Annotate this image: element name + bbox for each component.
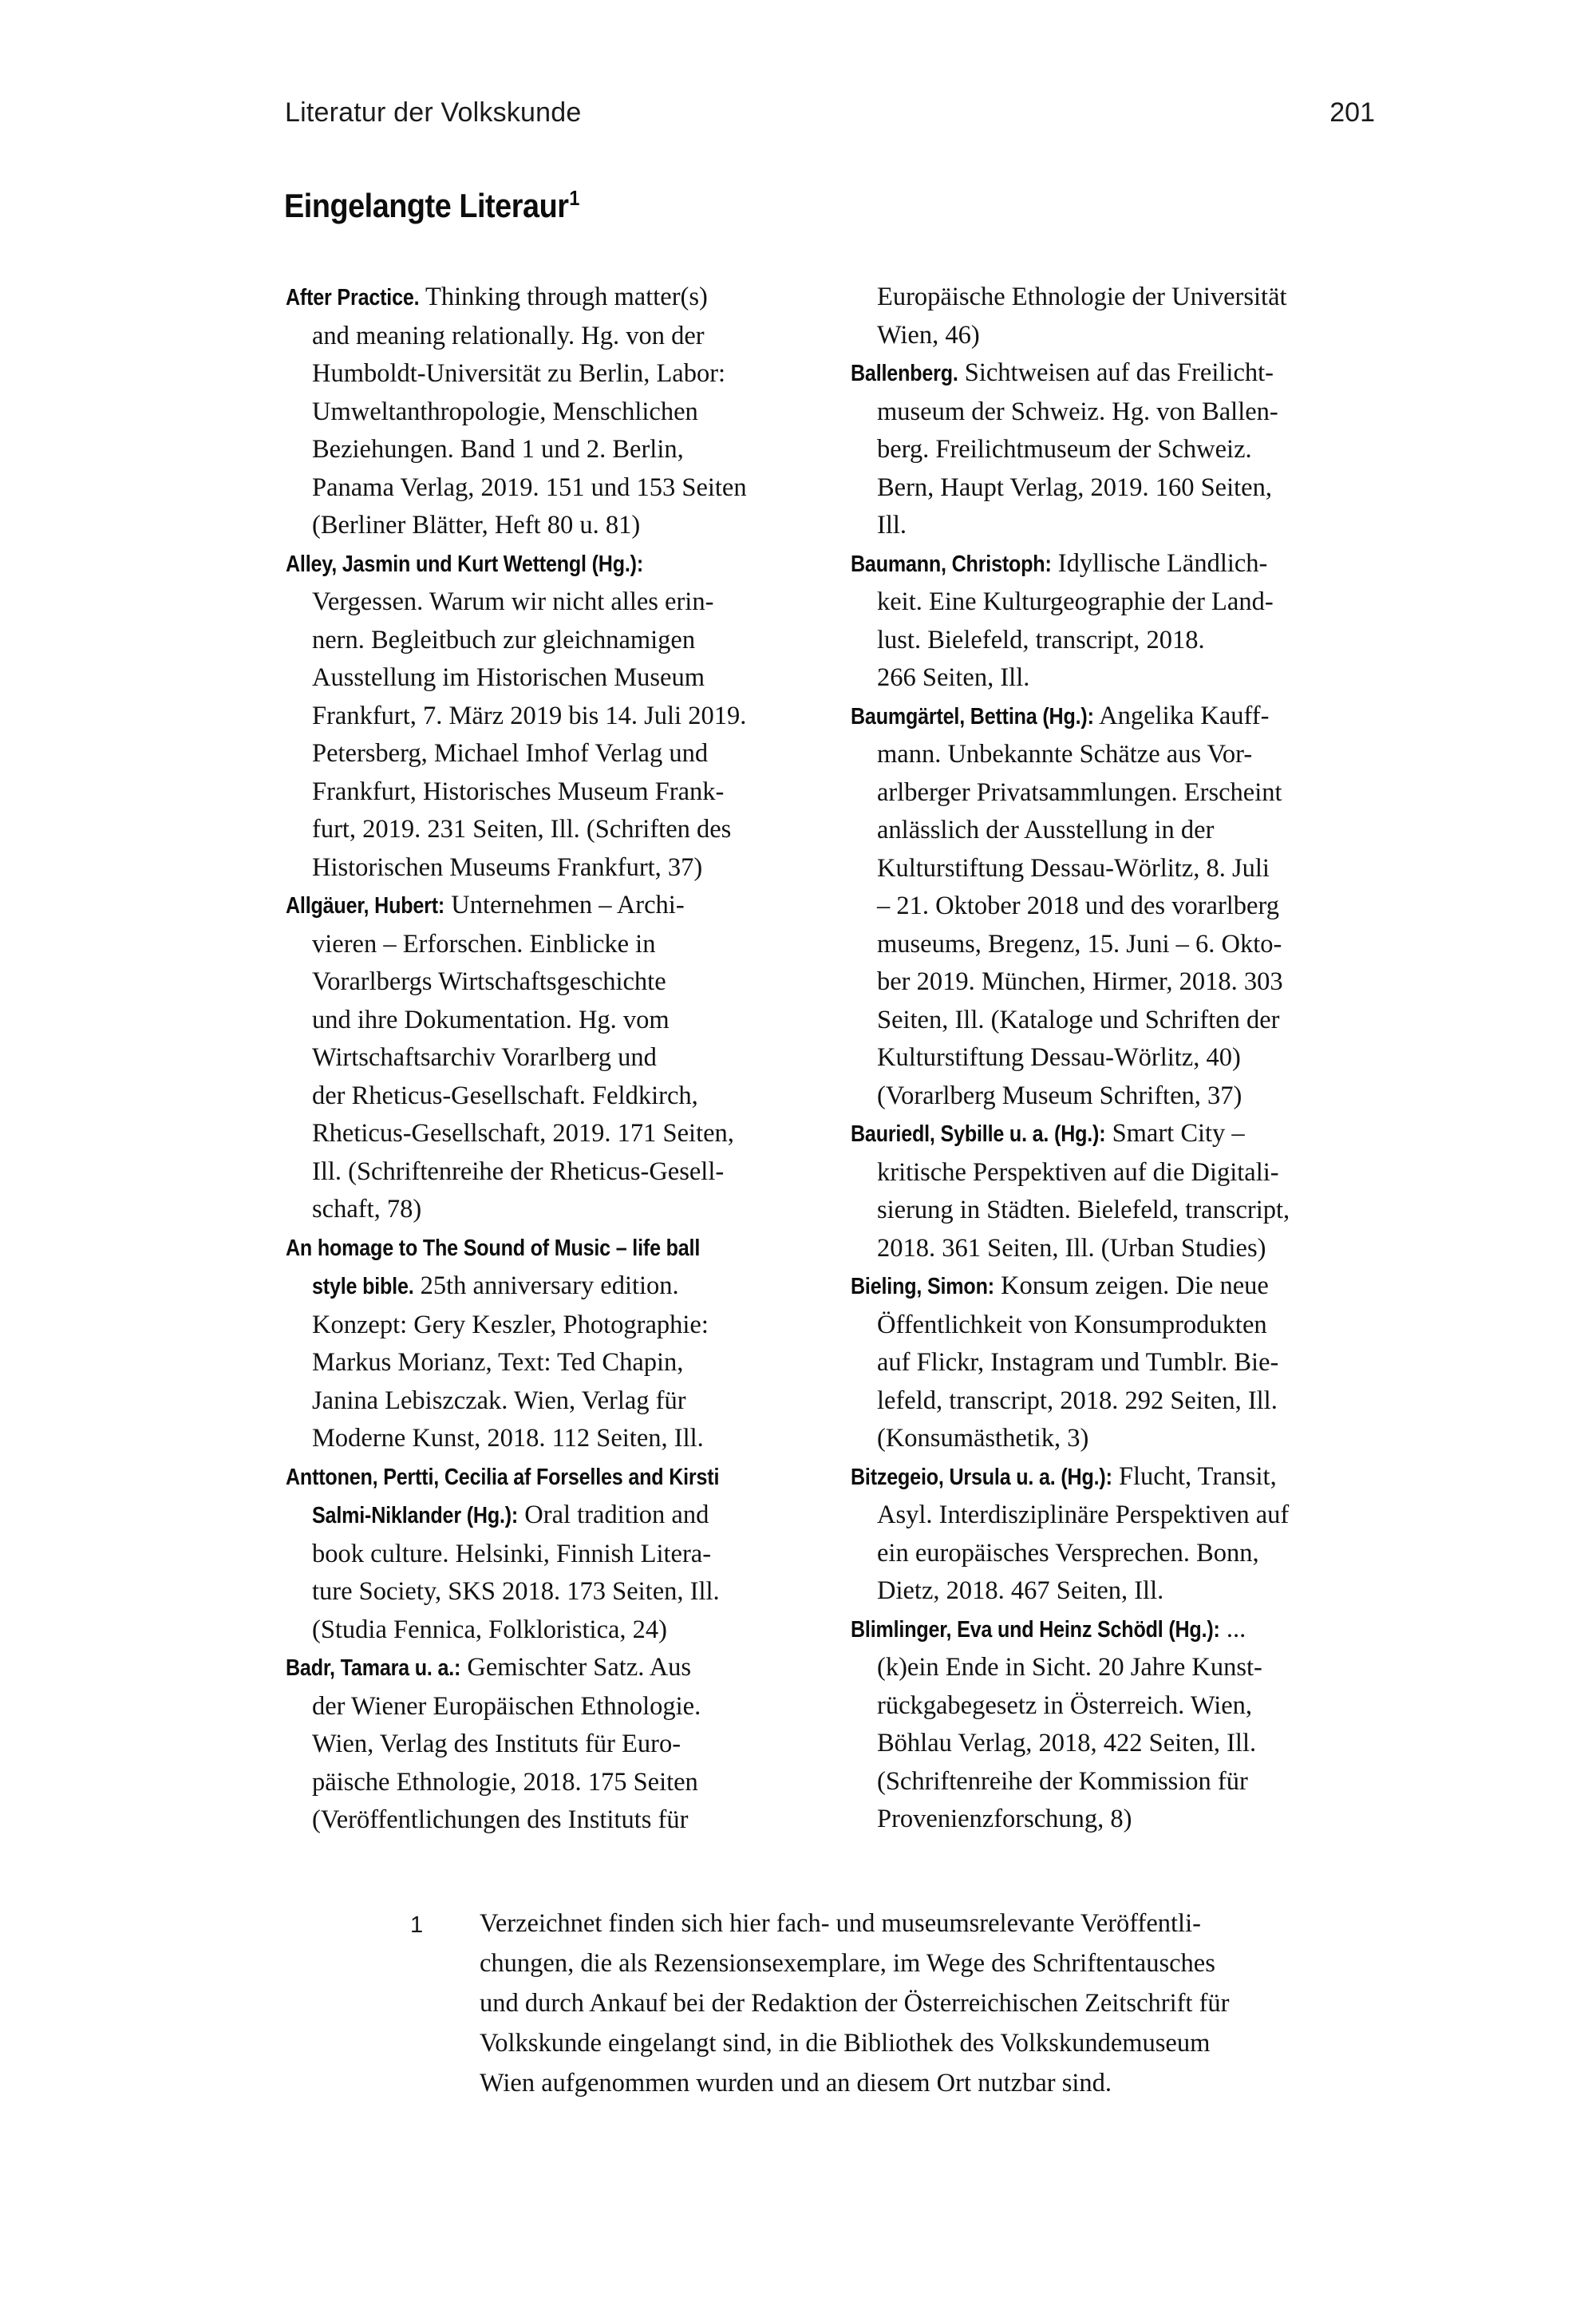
entry-line: auf Flickr, Instagram und Tumblr. Bie- [877,1348,1279,1377]
page-title [284,187,579,225]
entry-line: schaft, 78) [312,1195,422,1224]
entry-line: Badr, Tamara u. a.: Gemischter Satz. Aus [286,1649,808,1688]
entry-author-label: Baumann, Christoph: [851,551,1052,577]
entry-line [286,1458,808,1497]
entry-line: der Wiener Europäischen Ethnologie. [312,1691,701,1721]
entry-line: Bieling, Simon: Konsum zeigen. Die neue [851,1267,1377,1307]
entry-line: 2018. 361 Seiten, Ill. (Urban Studies) [877,1233,1266,1263]
entry-line: (Schriftenreihe der Kommission für [877,1766,1248,1796]
entry-line: Salmi-Niklander (Hg.): Oral tradition and [286,1497,808,1536]
entry-line: lust. Bielefeld, transcript, 2018. [877,625,1205,654]
entry-author-label: Badr, Tamara u. a.: [286,1655,461,1681]
bibliography-entry [286,887,808,1229]
page-number: 201 [1329,97,1375,128]
bibliography-entry [851,1115,1377,1267]
footnote-line: Wien aufgenommen wurden und an diesem Ort nutzbar sind. [480,2069,1112,2097]
entry-author-label: Baumgärtel, Bettina (Hg.): [851,703,1094,729]
footnote-number: 1 [410,1912,424,1938]
entry-author-label: Ballenberg. [851,361,958,386]
entry-author-label: Blimlinger, Eva und Heinz Schödl (Hg.): [851,1616,1220,1643]
footnote-reference-superscript: 1 [569,186,579,210]
entry-line: Wirtschaftsarchiv Vorarlberg und [312,1043,657,1072]
bibliography-entry [851,1267,1377,1458]
entry-line: Konzept: Gery Keszler, Photographie: [312,1310,709,1339]
entry-line [286,1229,808,1268]
bibliography-entry [851,279,1377,354]
entry-line: (Vorarlberg Museum Schriften, 37) [877,1081,1242,1110]
entry-line: nern. Begleitbuch zur gleichnamigen [312,625,696,654]
bibliography-entry [286,545,808,888]
entry-line: Kulturstiftung Dessau-Wörlitz, 8. Juli [877,853,1270,883]
entry-line: Frankfurt, Historisches Museum Frank- [312,777,725,806]
entry-line: und ihre Dokumentation. Hg. vom [312,1005,670,1034]
entry-line: Bauriedl, Sybille u. a. (Hg.): Smart City – [851,1115,1377,1154]
entry-line: style bible. 25th anniversary edition. [286,1267,808,1307]
entry-author-label: Bauriedl, Sybille u. a. (Hg.): [851,1121,1106,1147]
entry-line: berg. Freilichtmuseum der Schweiz. [877,435,1252,464]
entry-line: Umweltanthropologie, Menschlichen [312,397,698,426]
entry-line: arlberger Privatsammlungen. Erscheint [877,777,1282,807]
bibliography-entry [286,279,808,545]
entry-line: Böhlau Verlag, 2018, 422 Seiten, Ill. [877,1729,1257,1757]
entry-line: Seiten, Ill. (Kataloge und Schriften der [877,1005,1280,1034]
entry-line: Baumgärtel, Bettina (Hg.): Angelika Kauff- [851,698,1377,737]
entry-line: (Konsumästhetik, 3) [877,1424,1089,1453]
entry-line: Petersberg, Michael Imhof Verlag und [312,739,709,768]
entry-line: ber 2019. München, Hirmer, 2018. 303 [877,967,1283,996]
entry-line: keit. Eine Kulturgeographie der Land- [877,587,1274,616]
footnote-line: Volkskunde eingelangt sind, in die Bibliothek des Volkskundemuseum [480,2029,1211,2058]
entry-line: Dietz, 2018. 467 Seiten, Ill. [877,1576,1164,1605]
entry-line: – 21. Oktober 2018 und des vorarlberg [877,892,1279,920]
entry-line: museum der Schweiz. Hg. von Ballen- [877,397,1278,426]
entry-line: (Berliner Blätter, Heft 80 u. 81) [312,511,641,540]
entry-line: Moderne Kunst, 2018. 112 Seiten, Ill. [312,1424,704,1453]
bibliography-column-right [851,279,1377,1839]
entry-line: Panama Verlag, 2019. 151 und 153 Seiten [312,472,747,502]
entry-line: lefeld, transcript, 2018. 292 Seiten, Ill. [877,1386,1278,1415]
entry-line: Ballenberg. Sichtweisen auf das Freilicht- [851,354,1377,393]
bibliography-entry [851,1611,1377,1839]
entry-line: Wien, 46) [877,320,980,350]
entry-author-label: Salmi-Niklander (Hg.): [312,1503,519,1528]
entry-line: Europäische Ethnologie der Universität [877,283,1287,311]
entry-line: Ill. [877,511,907,540]
entry-line: furt, 2019. 231 Seiten, Ill. (Schriften des [312,815,732,844]
page-title-text: Eingelangte Literaur [284,187,569,224]
entry-line: (k)ein Ende in Sicht. 20 Jahre Kunst- [877,1653,1262,1682]
entry-line: päische Ethnologie, 2018. 175 Seiten [312,1767,698,1797]
bibliography-entry [286,1458,808,1650]
entry-author-label: Bieling, Simon: [851,1274,994,1299]
bibliography-entry [851,1458,1377,1611]
entry-line: Markus Morianz, Text: Ted Chapin, [312,1348,684,1377]
entry-line: Vergessen. Warum wir nicht alles erin- [312,587,714,616]
entry-line: Ill. (Schriftenreihe der Rheticus-Gesell- [312,1156,725,1186]
entry-line: Bern, Haupt Verlag, 2019. 160 Seiten, [877,472,1272,502]
footnote-text-block [480,1904,1377,2103]
entry-line: Ausstellung im Historischen Museum [312,663,705,692]
entry-author-label: Bitzegeio, Ursula u. a. (Hg.): [851,1464,1112,1490]
entry-author-label: After Practice. [286,285,420,310]
bibliography-entry [851,354,1377,545]
entry-line: ein europäisches Versprechen. Bonn, [877,1538,1259,1568]
entry-line: Humboldt-Universität zu Berlin, Labor: [312,359,726,388]
entry-line: der Rheticus-Gesellschaft. Feldkirch, [312,1081,698,1110]
entry-line: Provenienzforschung, 8) [877,1805,1132,1833]
entry-line: Kulturstiftung Dessau-Wörlitz, 40) [877,1043,1241,1072]
bibliography-entry [851,545,1377,698]
entry-line: Historischen Museums Frankfurt, 37) [312,852,703,882]
entry-line: Rheticus-Gesellschaft, 2019. 171 Seiten, [312,1119,734,1148]
entry-line: Baumann, Christoph: Idyllische Ländlich- [851,545,1377,584]
entry-author-label: Allgäuer, Hubert: [286,893,445,919]
entry-line: Asyl. Interdisziplinäre Perspektiven auf [877,1500,1290,1529]
entry-line: Wien, Verlag des Instituts für Euro- [312,1730,681,1758]
entry-author-label: An homage to The Sound of Music – life ball [286,1235,701,1261]
entry-line: Beziehungen. Band 1 und 2. Berlin, [312,435,684,464]
entry-line [286,545,808,584]
entry-line: Bitzegeio, Ursula u. a. (Hg.): Flucht, Transit, [851,1458,1377,1497]
footnote-line: und durch Ankauf bei der Redaktion der Österreichischen Zeitschrift für [480,1989,1230,2018]
footnote-line: Verzeichnet finden sich hier fach- und museumsrelevante Veröffentli- [480,1909,1201,1938]
entry-line: sierung in Städten. Bielefeld, transcript, [877,1196,1290,1224]
entry-author-label: Alley, Jasmin und Kurt Wettengl (Hg.): [286,551,644,577]
bibliography-entry [286,1649,808,1840]
entry-author-label: Anttonen, Pertti, Cecilia af Forselles and Kirsti [286,1464,720,1490]
entry-line: After Practice. Thinking through matter(s) [286,279,808,318]
entry-line: 266 Seiten, Ill. [877,663,1030,692]
entry-line: rückgabegesetz in Österreich. Wien, [877,1690,1253,1720]
entry-line: Janina Lebiszczak. Wien, Verlag für [312,1386,686,1415]
entry-line: book culture. Helsinki, Finnish Litera- [312,1539,712,1568]
entry-author-label: style bible. [312,1274,414,1299]
entry-line: kritische Perspektiven auf die Digitali- [877,1157,1279,1187]
running-header-title: Literatur der Volkskunde [285,97,582,128]
entry-line: Vorarlbergs Wirtschaftsgeschichte [312,967,666,996]
entry-line: ture Society, SKS 2018. 173 Seiten, Ill. [312,1577,720,1606]
entry-line: mann. Unbekannte Schätze aus Vor- [877,740,1253,769]
entry-line: anlässlich der Ausstellung in der [877,816,1215,844]
entry-line: Blimlinger, Eva und Heinz Schödl (Hg.): ... [851,1611,1377,1650]
footnote-line: chungen, die als Rezensionsexemplare, im Wege des Schriftentausches [480,1949,1215,1978]
entry-line: and meaning relationally. Hg. von der [312,321,705,350]
entry-line: museums, Bregenz, 15. Juni – 6. Okto- [877,929,1282,959]
entry-line: Frankfurt, 7. März 2019 bis 14. Juli 2019. [312,701,747,730]
entry-line: Allgäuer, Hubert: Unternehmen – Archi- [286,887,808,926]
bibliography-entry [286,1229,808,1458]
entry-line: (Studia Fennica, Folkloristica, 24) [312,1615,668,1644]
entry-line: vieren – Erforschen. Einblicke in [312,929,656,959]
bibliography-column-left [286,279,808,1840]
entry-line: (Veröffentlichungen des Instituts für [312,1805,689,1834]
entry-line: Öffentlichkeit von Konsumprodukten [877,1310,1267,1339]
bibliography-entry [851,698,1377,1116]
